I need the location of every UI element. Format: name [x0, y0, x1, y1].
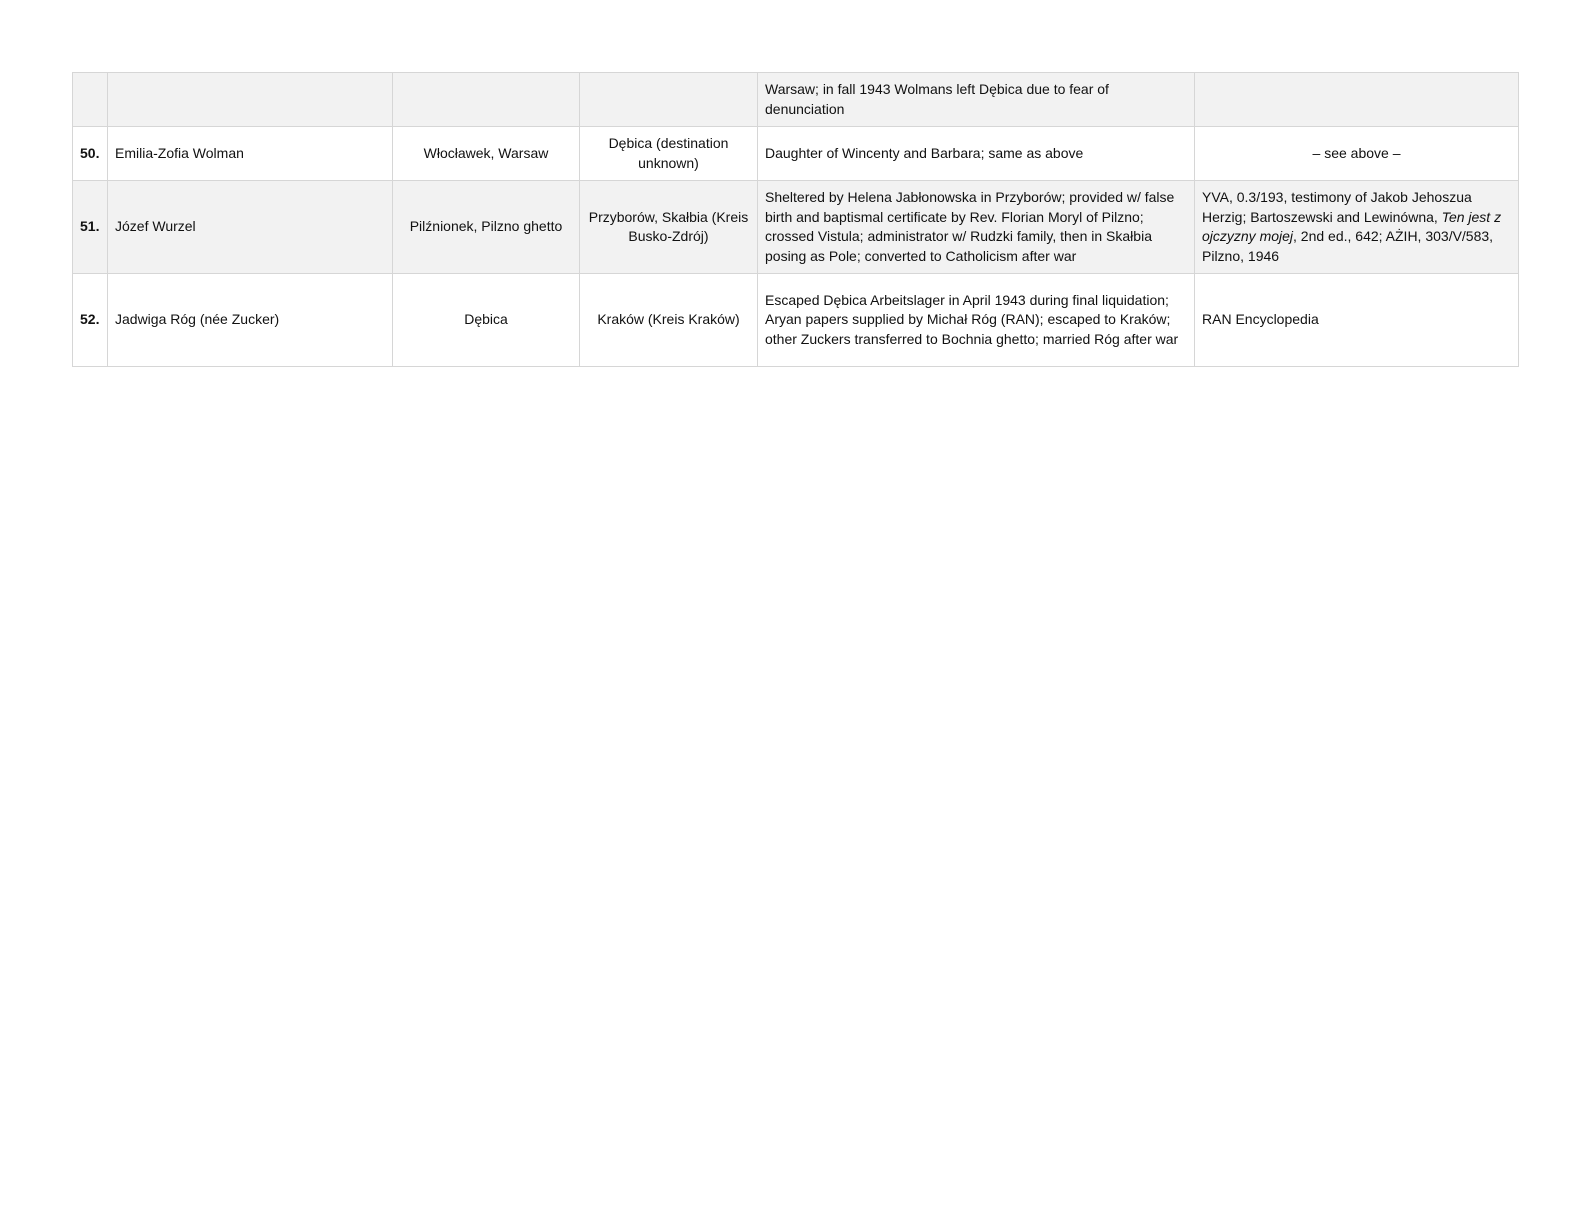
- table-row: [73, 274, 1519, 367]
- source-text: YVA, 0.3/193, testimony of Jakob Jehoszua Herzig; Bartoszewski and Lewinówna,: [1202, 189, 1472, 225]
- row-number-cell: 52.: [73, 274, 108, 367]
- table-row: [73, 127, 1519, 181]
- source-cell: RAN Encyclopedia: [1195, 274, 1519, 367]
- name-cell: [108, 73, 393, 127]
- place-cell: Przyborów, Skałbia (Kreis Busko-Zdrój): [580, 181, 758, 274]
- details-cell: Daughter of Wincenty and Barbara; same as above: [758, 127, 1195, 181]
- source-text: , 2nd ed., 642; AŻIH, 303/V/583, Pilzno, 1946: [1202, 228, 1494, 264]
- place-cell: [580, 73, 758, 127]
- table-row: [73, 73, 1519, 127]
- details-cell: Sheltered by Helena Jabłonowska in Przyborów; provided w/ false birth and baptismal certificate by Rev. Florian Moryl of Pilzno; crossed Vistula; administrator w/ Rudzki family, then in Skałbia posing as Pole; converted to Catholicism after war: [758, 181, 1195, 274]
- place-cell: Dębica (destination unknown): [580, 127, 758, 181]
- origin-cell: [393, 73, 580, 127]
- name-cell: Józef Wurzel: [108, 181, 393, 274]
- place-cell: Kraków (Kreis Kraków): [580, 274, 758, 367]
- details-cell: Escaped Dębica Arbeitslager in April 1943 during final liquidation; Aryan papers supplied by Michał Róg (RAN); escaped to Kraków; other Zuckers transferred to Bochnia ghetto; married Róg after war: [758, 274, 1195, 367]
- table-row: [73, 181, 1519, 274]
- origin-cell: Pilźnionek, Pilzno ghetto: [393, 181, 580, 274]
- row-number-cell: 51.: [73, 181, 108, 274]
- row-number-cell: [73, 73, 108, 127]
- document-page: [72, 72, 1518, 367]
- origin-cell: Włocławek, Warsaw: [393, 127, 580, 181]
- source-book-title: Ten jest z ojczyzny mojej: [1202, 208, 1502, 244]
- source-cell: [1195, 73, 1519, 127]
- name-cell: Emilia-Zofia Wolman: [108, 127, 393, 181]
- source-cell: [1195, 181, 1519, 274]
- details-cell: Warsaw; in fall 1943 Wolmans left Dębica due to fear of denunciation: [758, 73, 1195, 127]
- source-cell: – see above –: [1195, 127, 1519, 181]
- row-number-cell: 50.: [73, 127, 108, 181]
- origin-cell: Dębica: [393, 274, 580, 367]
- name-cell: Jadwiga Róg (née Zucker): [108, 274, 393, 367]
- rescuers-table: [72, 72, 1519, 367]
